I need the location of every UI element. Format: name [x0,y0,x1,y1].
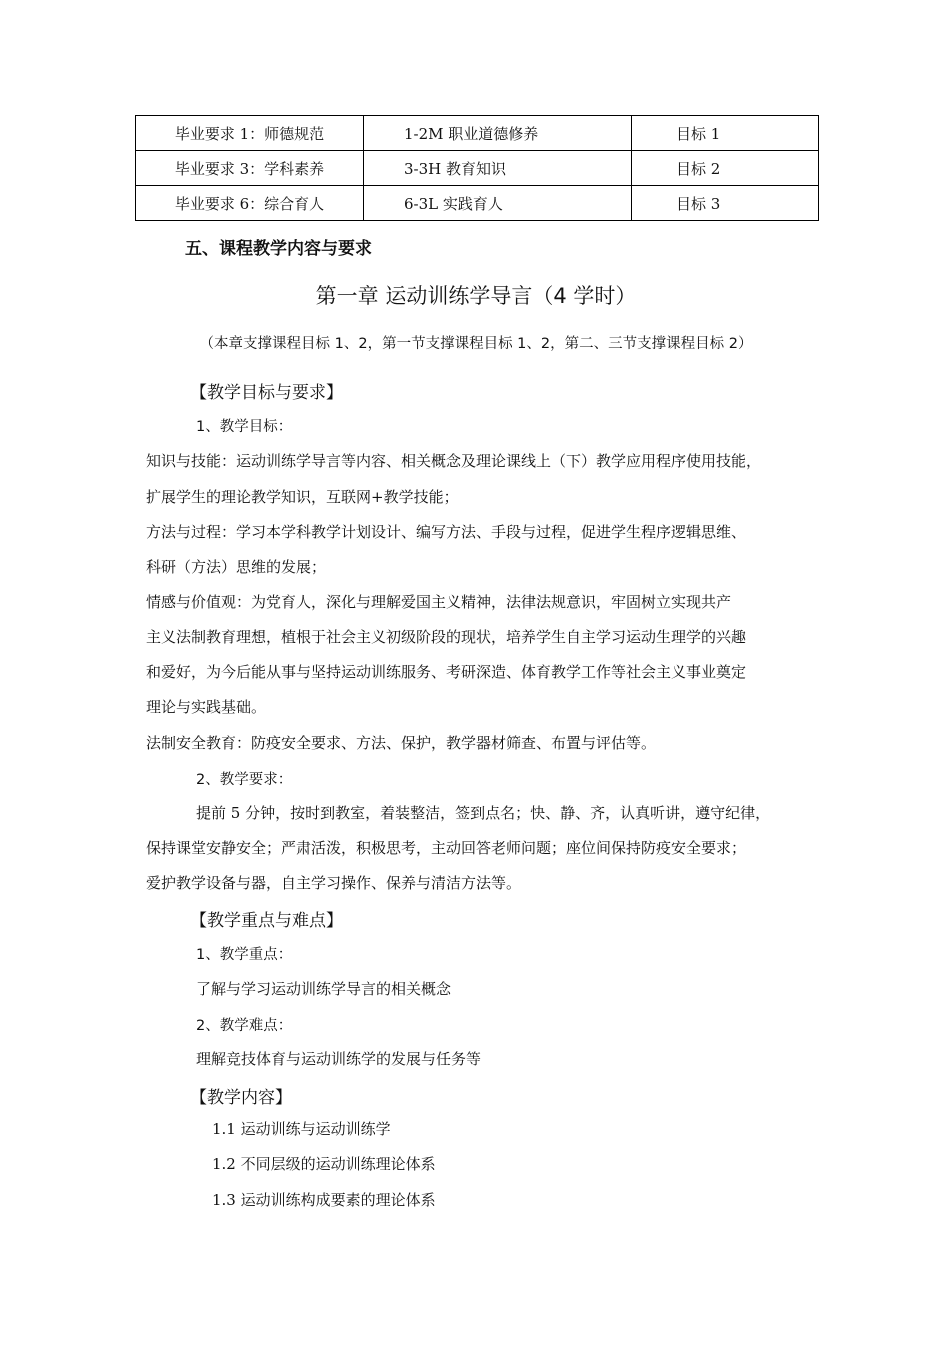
difficulty-text: 理解竞技体育与运动训练学的发展与任务等 [196,1050,482,1068]
focus-text: 了解与学习运动训练学导言的相关概念 [196,980,452,998]
requirements-line: 保持课堂安静安全；严肃活泼，积极思考，主动回答老师问题；座位间保持防疫安全要求； [146,839,747,857]
objective-line: 方法与过程：学习本学科教学计划设计、编写方法、手段与过程，促进学生程序逻辑思维、 [146,523,747,541]
requirement-cell: 毕业要求 6：综合育人 [136,186,364,221]
content-heading: 【教学内容】 [190,1088,292,1108]
keypoints-heading: 【教学重点与难点】 [190,911,343,931]
objective-line: 理论与实践基础。 [146,698,267,716]
objective-line: 知识与技能：运动训练学导言等内容、相关概念及理论课线上（下）教学应用程序使用技能， [146,452,762,470]
requirement-cell: 毕业要求 1：师德规范 [136,116,364,151]
objectives-label: 1、教学目标： [196,419,293,435]
chapter-note: （本章支撑课程目标 1、2，第一节支撑课程目标 1、2，第二、三节支撑课程目标 2） [199,336,753,352]
requirements-label: 2、教学要求： [196,772,293,788]
section-heading: 五、课程教学内容与要求 [185,239,372,259]
objective-line: 扩展学生的理论教学知识，互联网+教学技能； [146,488,459,506]
difficulty-label: 2、教学难点： [196,1018,293,1034]
requirements-line: 提前 5 分钟，按时到教室，着装整洁，签到点名；快、静、齐，认真听讲，遵守纪律， [196,804,771,822]
table-row [136,116,819,151]
objective-line: 科研（方法）思维的发展； [146,558,327,576]
content-item: 1.1 运动训练与运动训练学 [212,1120,391,1138]
chapter-title: 第一章 运动训练学导言（4 学时） [315,284,637,308]
goals-heading: 【教学目标与要求】 [190,383,343,403]
indicator-cell: 1-2M 职业道德修养 [364,116,632,151]
focus-label: 1、教学重点： [196,947,293,963]
goal-cell: 目标 1 [632,116,819,151]
graduation-requirements-table [135,115,819,221]
table-row [136,186,819,221]
requirements-line: 爱护教学设备与器，自主学习操作、保养与清洁方法等。 [146,874,522,892]
requirement-cell: 毕业要求 3：学科素养 [136,151,364,186]
objective-line: 主义法制教育理想，植根于社会主义初级阶段的现状，培养学生自主学习运动生理学的兴趣 [146,628,747,646]
content-item: 1.3 运动训练构成要素的理论体系 [212,1191,436,1209]
indicator-cell: 6-3L 实践育人 [364,186,632,221]
goal-cell: 目标 3 [632,186,819,221]
objective-line: 法制安全教育：防疫安全要求、方法、保护，教学器材筛查、布置与评估等。 [146,734,657,752]
objective-line: 情感与价值观：为党育人，深化与理解爱国主义精神，法律法规意识，牢固树立实现共产 [146,593,732,611]
objective-line: 和爱好，为今后能从事与坚持运动训练服务、考研深造、体育教学工作等社会主义事业奠定 [146,663,747,681]
content-item: 1.2 不同层级的运动训练理论体系 [212,1155,436,1173]
table-row [136,151,819,186]
indicator-cell: 3-3H 教育知识 [364,151,632,186]
goal-cell: 目标 2 [632,151,819,186]
